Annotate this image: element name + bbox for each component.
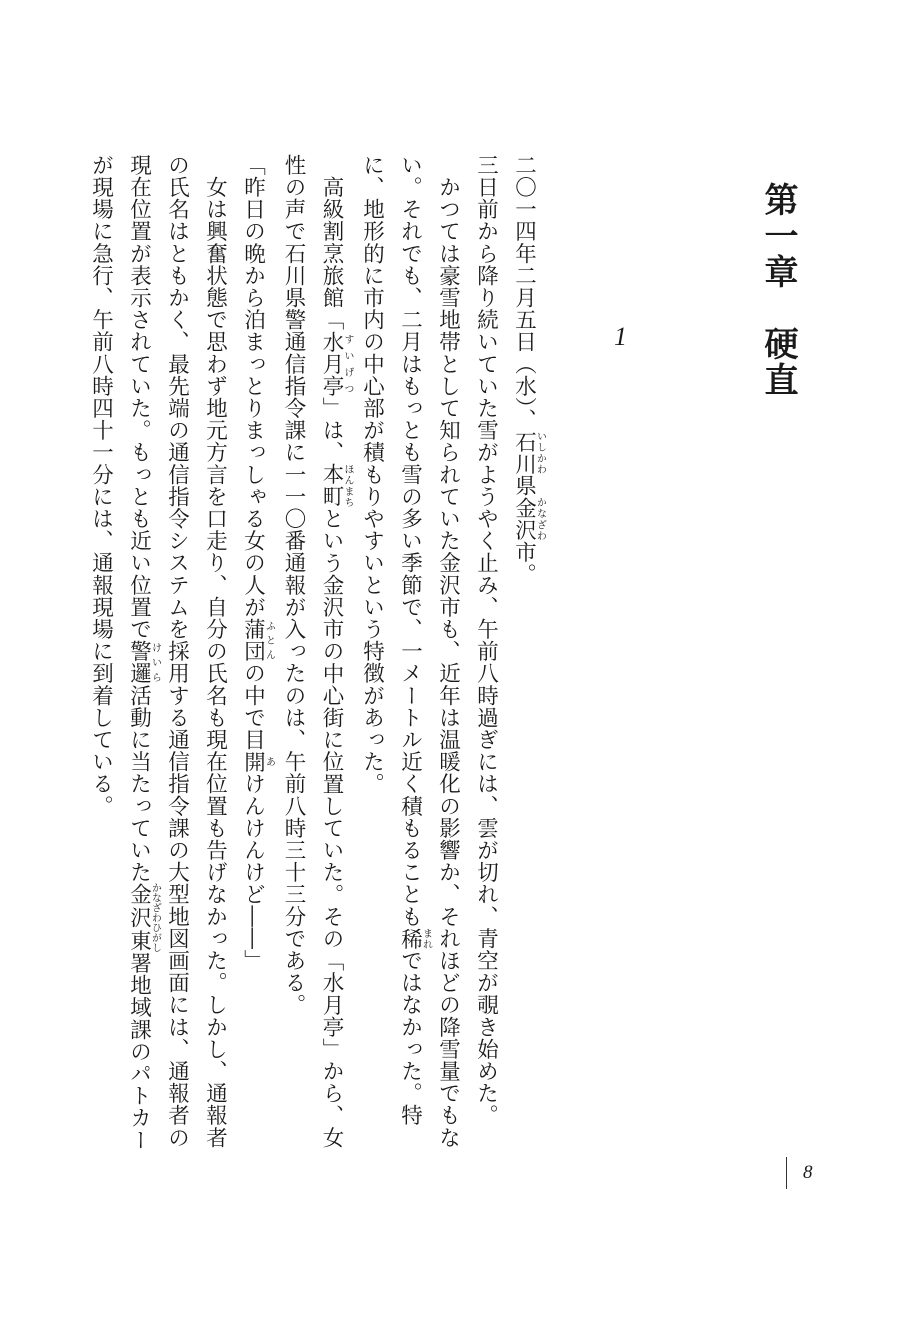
text-run: 二〇一四年二月五日（水）、 bbox=[511, 154, 537, 431]
ruby-kanazawahigashi: 金沢東かなざわひがし bbox=[126, 882, 161, 953]
paragraph-4 bbox=[274, 154, 353, 1154]
paragraph-5 bbox=[234, 154, 275, 1154]
ruby-kanazawa: 金沢かなざわ bbox=[511, 496, 546, 542]
ruby-keira: 警邏けいら bbox=[126, 640, 161, 685]
page-number: 8 bbox=[786, 1157, 813, 1189]
chapter-title: 第一章 硬直 bbox=[758, 182, 798, 398]
ruby-a: 開あ bbox=[240, 750, 275, 773]
text-run: かつては豪雪地帯として知られていた金沢市も、近年は温暖化の影響か、それほどの降雪量でもない。それでも、二月はもっとも雪の多い季節で、一メートル近く積もることも bbox=[397, 154, 461, 1149]
section-number: 1 bbox=[614, 322, 627, 351]
ruby-mare: 稀まれ bbox=[397, 927, 432, 950]
body-text bbox=[82, 154, 546, 1154]
paragraph-2: 三日前から降り続いていた雪がようやく止み、午前八時過ぎには、雲が切れ、青空が覗き始めた。 bbox=[473, 154, 499, 1127]
ruby-ishikawa: 石川いしかわ bbox=[511, 430, 546, 475]
ruby-futon: 蒲団ふとん bbox=[240, 618, 275, 663]
ruby-suigetsu: 水月亭すいげつ bbox=[319, 330, 353, 398]
text-run: 」は、 bbox=[319, 397, 344, 464]
text-run: けんけんけど――」 bbox=[240, 772, 266, 972]
text-run: 署地域課のパトカーが現場に急行、午前八時四十一分には、通報現場に到着している。 bbox=[88, 154, 152, 1151]
paragraph-3 bbox=[353, 154, 467, 1154]
text-run: 県 bbox=[511, 474, 537, 497]
text-run: の中で目 bbox=[240, 662, 266, 751]
paragraph-1 bbox=[505, 154, 546, 1154]
text-run: ではなかった。特に、地形的に市内の中心部が積もりやすいという特徴があった。 bbox=[359, 154, 423, 1127]
text-run: 女は興奮状態で思わず地元方言を口走り、自分の氏名も現在位置も告げなかった。しかし、通報者の氏名はともかく、最先端の通信指令システムを採用する通信指令課の大型地図画面には、通報者の現在位置が表示されていた。もっとも近い位置で bbox=[126, 154, 228, 1149]
paragraph-6 bbox=[82, 154, 234, 1154]
text-run: 「昨日の晩から泊まっとりまっしゃる女の人が bbox=[240, 154, 266, 619]
text-run: 活動に当たっていた bbox=[126, 684, 152, 884]
text-run: 高級割烹旅館「 bbox=[319, 176, 344, 331]
ruby-honmachi: 本町ほんまち bbox=[319, 463, 353, 508]
text-run: 市。 bbox=[511, 541, 537, 586]
text-run: という金沢市の中心街に位置していた。その「水月亭」から、女性の声で石川県警通信指令課に一一〇番通報が入ったのは、午前八時三十三分である。 bbox=[281, 154, 344, 1149]
